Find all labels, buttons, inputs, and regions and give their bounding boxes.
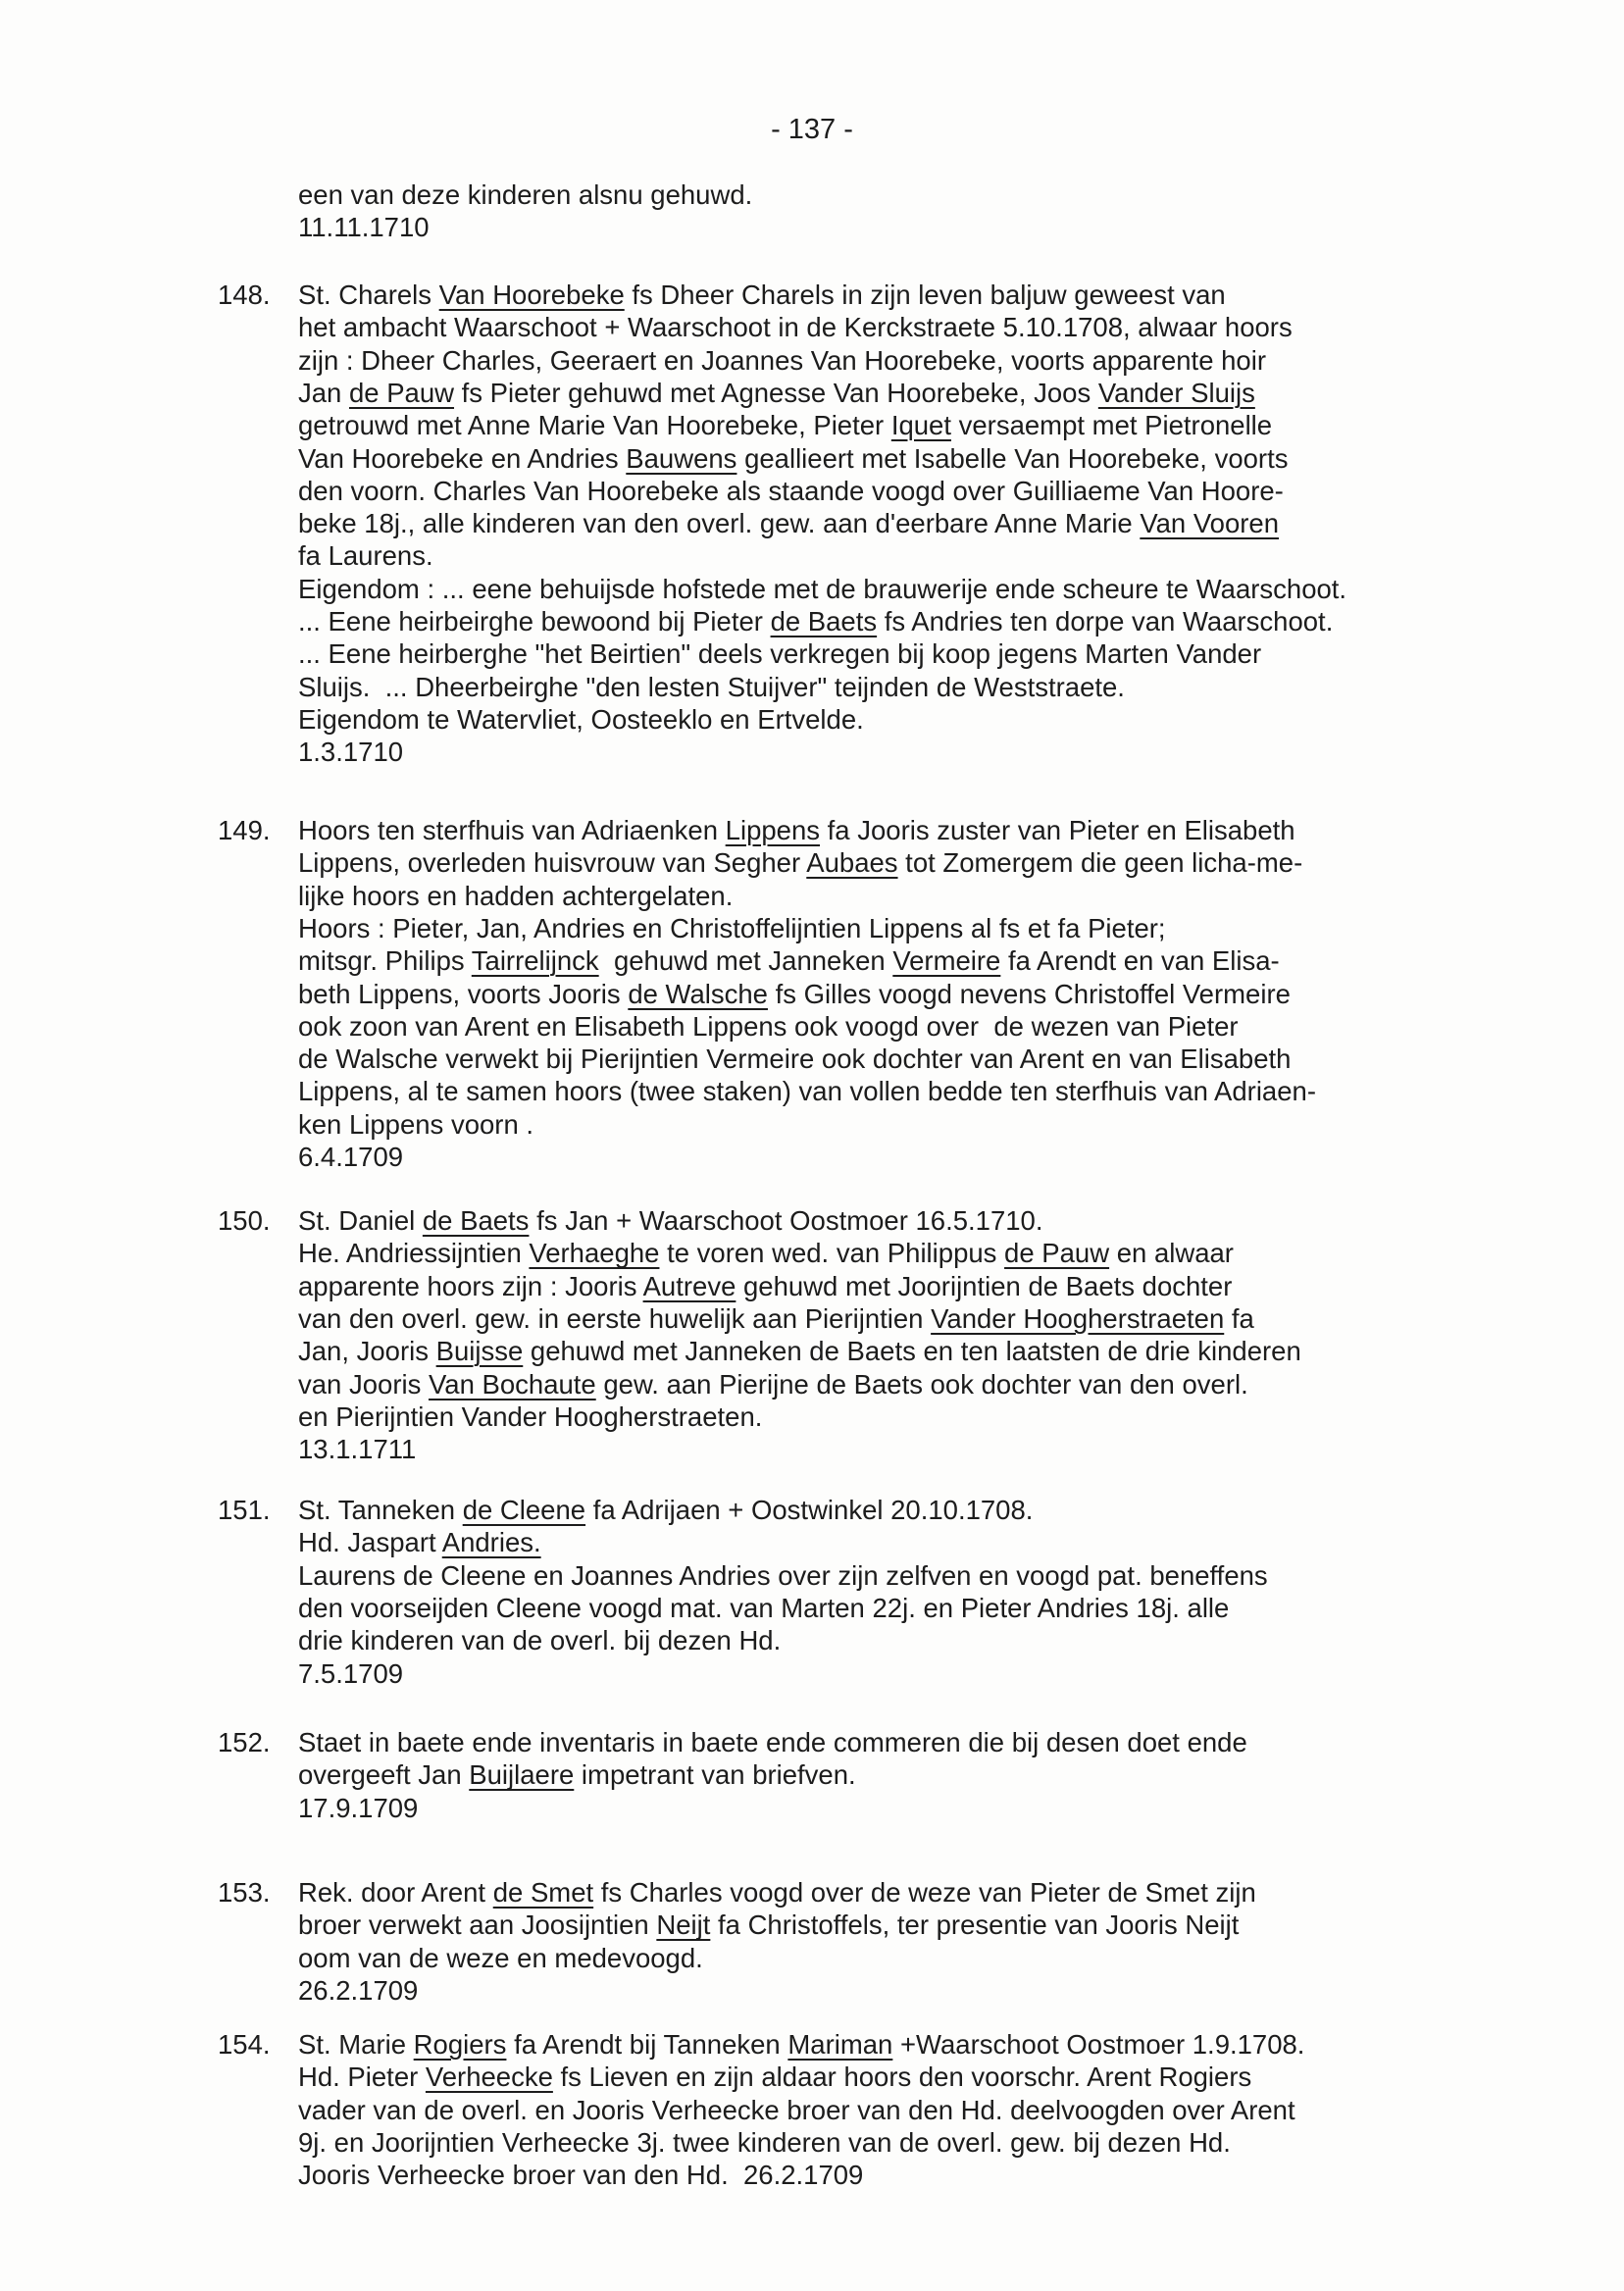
text-segment: broer verwekt aan Joosijntien — [298, 1909, 657, 1941]
text-line — [298, 442, 1288, 475]
text-line — [298, 912, 1166, 944]
text-line — [298, 1494, 1033, 1526]
text-segment: fs Jan + Waarschoot Oostmoer 16.5.1710. — [529, 1205, 1043, 1236]
underlined-surname: de Cleene — [462, 1495, 586, 1525]
text-line — [298, 344, 1266, 377]
text-segment: Hd. Pieter — [298, 2062, 426, 2093]
text-segment: fa — [1224, 1302, 1254, 1334]
underlined-surname: Vander Sluijs — [1097, 377, 1255, 408]
text-line — [298, 671, 1125, 703]
text-line — [298, 1559, 1268, 1592]
text-segment: gehuwd met Janneken — [598, 945, 893, 977]
text-segment: het ambacht Waarschoot + Waarschoot in de Kerckstraete 5.10.1708, alwaar hoors — [298, 312, 1293, 343]
text-segment: fa Adrijaen + Oostwinkel 20.10.1708. — [585, 1495, 1034, 1525]
text-segment: Hoors : Pieter, Jan, Andries en Christoffelijntien Lippens al fs et fa Pieter; — [298, 912, 1166, 943]
text-segment: apparente hoors zijn : Jooris — [298, 1270, 643, 1301]
underlined-surname: de Pauw — [1004, 1238, 1110, 1269]
text-line — [298, 1726, 1247, 1758]
text-line — [298, 1942, 703, 1974]
text-segment: Hoors ten sterfhuis van Adriaenken — [298, 815, 726, 845]
text-segment: beth Lippens, voorts Jooris — [298, 978, 629, 1009]
text-segment: lijke hoors en hadden achtergelaten. — [298, 880, 734, 911]
entry-number: 148. — [218, 280, 271, 310]
underlined-surname: Van Vooren — [1140, 508, 1280, 539]
text-segment: St. Daniel — [298, 1205, 423, 1236]
text-line — [298, 1141, 403, 1173]
text-line — [298, 1108, 533, 1141]
text-segment: 11.11.1710 — [298, 212, 430, 243]
text-line — [298, 211, 430, 243]
text-segment: oom van de weze en medevoogd. — [298, 1942, 703, 1973]
text-line — [298, 1758, 856, 1791]
text-segment: Jan, Jooris — [298, 1336, 436, 1367]
text-segment: getrouwd met Anne Marie Van Hoorebeke, Pieter — [298, 410, 891, 441]
underlined-surname: Vander Hoogherstraeten — [931, 1302, 1225, 1334]
text-segment: +Waarschoot Oostmoer 1.9.1708. — [892, 2029, 1305, 2060]
text-segment: mitsgr. Philips — [298, 945, 472, 977]
text-segment: Hd. Jaspart — [298, 1527, 442, 1558]
text-segment: en Pierijntien Vander Hoogherstraeten. — [298, 1400, 763, 1432]
text-segment: Sluijs. ... Dheerbeirghe "den lesten Stuijver" teijnden de Weststraete. — [298, 671, 1125, 702]
text-segment: Eigendom : ... eene behuijsde hofstede met de brauwerije ende scheure te Waarschoot. — [298, 573, 1347, 604]
text-segment: fs Gilles voogd nevens Christoffel Vermeire — [767, 978, 1291, 1009]
text-segment: ... Eene heirbeirghe bewoond bij Pieter — [298, 606, 771, 636]
entry-number: 152. — [218, 1727, 271, 1757]
text-segment: Lippens, al te samen hoors (twee staken) van vollen bedde ten sterfhuis van Adriaen- — [298, 1076, 1316, 1107]
text-line — [298, 178, 752, 211]
underlined-surname: de Walsche — [628, 978, 768, 1009]
text-segment: zijn : Dheer Charles, Geeraert en Joannes Van Hoorebeke, voorts apparente hoir — [298, 344, 1266, 376]
text-line — [298, 1270, 1232, 1302]
text-segment: 26.2.1709 — [298, 1974, 419, 2006]
underlined-surname: Iquet — [890, 410, 951, 441]
text-line — [298, 703, 864, 736]
underlined-surname: Rogiers — [413, 2029, 507, 2060]
text-line — [298, 279, 1226, 311]
text-segment: Van Hoorebeke en Andries — [298, 442, 627, 474]
text-line — [298, 475, 1284, 507]
underlined-surname: Buijsse — [435, 1336, 524, 1367]
text-segment: tot Zomergem die geen licha-me- — [897, 847, 1303, 879]
text-segment: 6.4.1709 — [298, 1142, 404, 1172]
text-segment: impetrant van briefven. — [574, 1759, 856, 1791]
text-segment: van Jooris — [298, 1368, 429, 1400]
text-segment: en alwaar — [1109, 1238, 1234, 1269]
underlined-surname: Verheecke — [425, 2062, 553, 2093]
text-line — [298, 1974, 418, 2007]
text-line — [298, 1237, 1234, 1269]
text-segment: fs Lieven en zijn aldaar hoors den voorschr. Arent Rogiers — [552, 2062, 1252, 2093]
text-segment: 17.9.1709 — [298, 1792, 419, 1823]
text-segment: Laurens de Cleene en Joannes Andries over zijn zelfven en voogd pat. beneffens — [298, 1559, 1268, 1591]
text-line — [298, 377, 1255, 409]
text-line — [298, 1335, 1301, 1367]
text-segment: gew. aan Pierijne de Baets ook dochter van den overl. — [595, 1368, 1248, 1400]
text-line — [298, 1400, 762, 1433]
text-line — [298, 846, 1302, 879]
text-segment: drie kinderen van de overl. bij dezen Hd. — [298, 1625, 782, 1656]
text-segment: van den overl. gew. in eerste huwelijk aan Pierijntien — [298, 1302, 932, 1334]
text-segment: overgeeft Jan — [298, 1759, 470, 1791]
text-line — [298, 2094, 1295, 2126]
underlined-surname: Van Hoorebeke — [438, 280, 625, 310]
text-segment: Lippens, overleden huisvrouw van Segher — [298, 847, 807, 879]
text-line — [298, 1876, 1256, 1909]
text-segment: fa Christoffels, ter presentie van Jooris Neijt — [710, 1909, 1240, 1941]
text-line — [298, 2159, 863, 2191]
text-segment: Jooris Verheecke broer van den Hd. 26.2.1709 — [298, 2160, 864, 2191]
text-segment: Jan — [298, 377, 349, 408]
text-line — [298, 814, 1295, 846]
text-segment: fa Arendt en van Elisa- — [1000, 945, 1280, 977]
text-line — [298, 1526, 541, 1558]
text-segment: fa Arendt bij Tanneken — [506, 2029, 788, 2060]
entry-number: 153. — [218, 1877, 271, 1908]
text-line — [298, 2028, 1304, 2061]
text-segment: St. Charels — [298, 280, 439, 310]
text-line — [298, 736, 403, 768]
underlined-surname: de Pauw — [348, 377, 455, 408]
text-line — [298, 1657, 403, 1690]
entry-number: 154. — [218, 2029, 271, 2060]
text-segment: fs Dheer Charels in zijn leven baljuw geweest van — [624, 280, 1226, 310]
text-line — [298, 978, 1291, 1010]
text-segment: fs Charles voogd over de weze van Pieter de Smet zijn — [593, 1877, 1256, 1908]
text-line — [298, 539, 433, 572]
text-segment: St. Marie — [298, 2029, 414, 2060]
text-segment: fs Andries ten dorpe van Waarschoot. — [877, 606, 1334, 636]
underlined-surname: Lippens — [725, 815, 821, 845]
underlined-surname: Buijlaere — [469, 1759, 575, 1791]
text-segment: den voorn. Charles Van Hoorebeke als staande voogd over Guilliaeme Van Hoore- — [298, 475, 1284, 506]
text-segment: He. Andriessijntien — [298, 1238, 530, 1269]
text-segment: fa Laurens. — [298, 540, 433, 572]
text-line — [298, 2061, 1251, 2093]
text-segment: gehuwd met Janneken de Baets en ten laatsten de drie kinderen — [523, 1336, 1301, 1367]
text-segment: 7.5.1709 — [298, 1657, 404, 1689]
page-number: - 137 - — [771, 114, 853, 145]
text-line — [298, 1792, 418, 1824]
text-segment: geallieert met Isabelle Van Hoorebeke, voorts — [736, 442, 1289, 474]
text-segment: ken Lippens voorn . — [298, 1108, 534, 1140]
text-line — [298, 1302, 1254, 1335]
entry-number: 150. — [218, 1205, 271, 1236]
text-segment: gehuwd met Joorijntien de Baets dochter — [736, 1270, 1233, 1301]
text-segment: fa Jooris zuster van Pieter en Elisabeth — [820, 815, 1295, 845]
text-segment: fs Pieter gehuwd met Agnesse Van Hoorebeke, Joos — [454, 377, 1098, 408]
text-line — [298, 311, 1293, 343]
text-line — [298, 1368, 1248, 1400]
text-line — [298, 1010, 1239, 1043]
underlined-surname: Vermeire — [892, 945, 1001, 977]
text-line — [298, 944, 1280, 977]
text-line — [298, 637, 1261, 670]
text-segment: St. Tanneken — [298, 1495, 463, 1525]
underlined-surname: Andries. — [441, 1527, 541, 1558]
text-segment: den voorseijden Cleene voogd mat. van Marten 22j. en Pieter Andries 18j. alle — [298, 1592, 1230, 1623]
text-line — [298, 507, 1279, 539]
underlined-surname: de Smet — [492, 1877, 594, 1908]
text-segment: 13.1.1711 — [298, 1434, 417, 1465]
text-line — [298, 1075, 1316, 1107]
text-line — [298, 1043, 1291, 1075]
underlined-surname: de Baets — [770, 606, 878, 636]
underlined-surname: Mariman — [787, 2029, 893, 2060]
text-line — [298, 1624, 781, 1656]
text-segment: 9j. en Joorijntien Verheecke 3j. twee kinderen van de overl. gew. bij dezen Hd. — [298, 2126, 1231, 2158]
text-line — [298, 605, 1333, 637]
text-segment: 1.3.1710 — [298, 737, 404, 768]
underlined-surname: Tairrelijnck — [471, 945, 599, 977]
text-line — [298, 1433, 416, 1465]
text-line — [298, 2126, 1231, 2159]
underlined-surname: de Baets — [422, 1205, 530, 1236]
text-line — [298, 409, 1272, 441]
underlined-surname: Aubaes — [806, 847, 898, 879]
text-line — [298, 1204, 1042, 1237]
text-segment: versaempt met Pietronelle — [951, 410, 1273, 441]
text-segment: Rek. door Arent — [298, 1877, 493, 1908]
text-segment: Eigendom te Watervliet, Oosteeklo en Ertvelde. — [298, 703, 864, 735]
underlined-surname: Neijt — [656, 1909, 711, 1941]
text-line — [298, 880, 733, 912]
text-line — [298, 1909, 1239, 1941]
text-segment: een van deze kinderen alsnu gehuwd. — [298, 179, 753, 210]
text-segment: ook zoon van Arent en Elisabeth Lippens ook voogd over de wezen van Pieter — [298, 1010, 1239, 1042]
text-segment: te voren wed. van Philippus — [659, 1238, 1005, 1269]
underlined-surname: Van Bochaute — [428, 1368, 596, 1400]
text-segment: ... Eene heirberghe "het Beirtien" deels verkregen bij koop jegens Marten Vander — [298, 638, 1262, 670]
underlined-surname: Autreve — [642, 1270, 736, 1301]
text-line — [298, 573, 1346, 605]
entry-number: 149. — [218, 815, 271, 845]
text-segment: vader van de overl. en Jooris Verheecke broer van den Hd. deelvoogden over Arent — [298, 2094, 1295, 2125]
text-line — [298, 1592, 1229, 1624]
text-segment: Staet in baete ende inventaris in baete ende commeren die bij desen doet ende — [298, 1727, 1247, 1757]
underlined-surname: Bauwens — [626, 442, 737, 474]
entry-number: 151. — [218, 1495, 271, 1525]
text-segment: beke 18j., alle kinderen van den overl. gew. aan d'eerbare Anne Marie — [298, 508, 1141, 539]
underlined-surname: Verhaeghe — [529, 1238, 660, 1269]
text-segment: de Walsche verwekt bij Pierijntien Vermeire ook dochter van Arent en van Elisabeth — [298, 1044, 1292, 1075]
